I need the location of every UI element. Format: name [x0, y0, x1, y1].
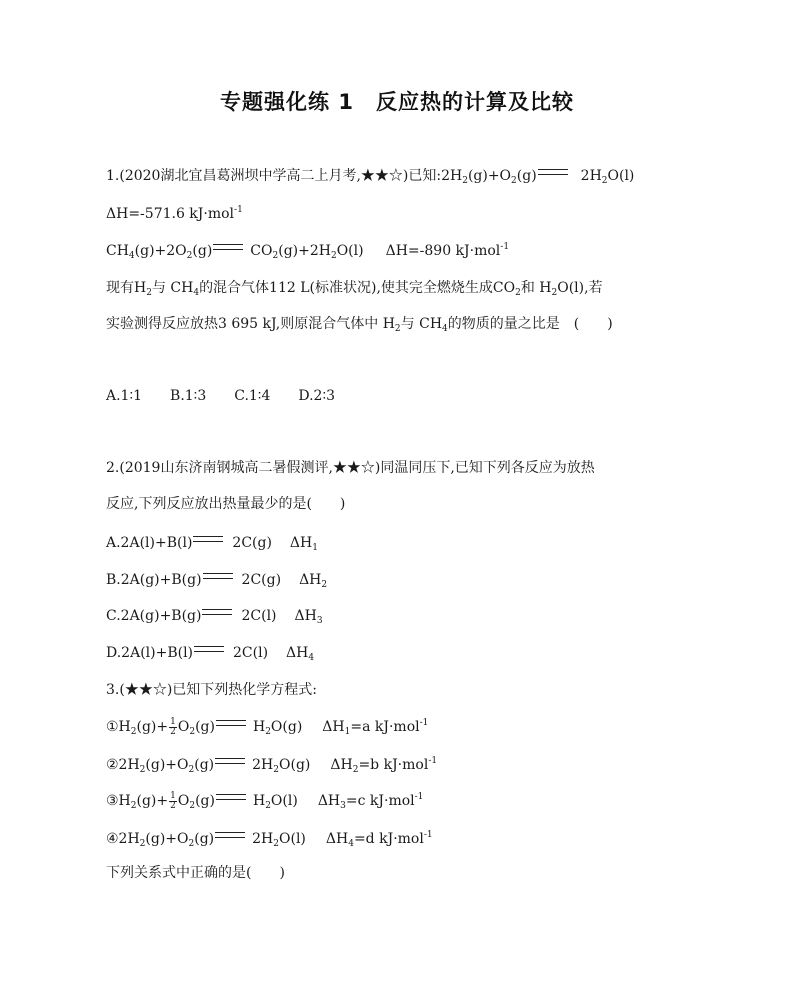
- option-text: B.2A(g)+B(g): [106, 572, 202, 588]
- eq-text: ΔH: [325, 831, 349, 847]
- q1-enthalpy-line: [106, 204, 243, 224]
- q2-option-b[interactable]: [106, 570, 327, 590]
- subscript: 2: [265, 727, 271, 737]
- superscript: -1: [419, 718, 429, 728]
- q1-text: 2H: [580, 168, 602, 184]
- equals-sign: [216, 720, 246, 726]
- q3-equation-1: [106, 717, 428, 737]
- q1-text: 1.(2020湖北宜昌葛洲坝中学高二上月考,★★☆)已知:2H: [106, 168, 463, 184]
- equals-sign: [538, 169, 568, 175]
- option-text: D.2A(l)+B(l): [106, 645, 194, 661]
- superscript: -1: [423, 830, 433, 840]
- option-text: 2C(l): [233, 645, 269, 661]
- eq-text: O: [177, 793, 190, 809]
- equals-sign: [215, 758, 245, 764]
- eq-text: ΔH: [322, 719, 345, 735]
- eq-text: O(l): [279, 831, 306, 847]
- option-text: ΔH: [289, 535, 313, 551]
- q3-equation-4: [106, 829, 433, 849]
- q1-text: 的混合气体112 L(标准状况),使其完全燃烧生成CO: [199, 280, 516, 296]
- subscript: 2: [146, 288, 152, 298]
- subscript: 2: [273, 765, 279, 775]
- eq-text: O: [177, 831, 189, 847]
- eq-text: ΔH: [330, 757, 353, 773]
- eq-text: H: [252, 719, 266, 735]
- fraction-denominator: 2: [170, 726, 176, 737]
- option-text: A.2A(l)+B(l): [106, 535, 193, 551]
- subscript: 2: [352, 765, 359, 775]
- q1-text: 与 CH: [151, 280, 194, 296]
- eq-text: 2H: [252, 831, 274, 847]
- option-text: C.2A(g)+B(g): [106, 608, 202, 624]
- q1-methane-equation: [106, 241, 509, 261]
- q1-option-d[interactable]: D.2∶3: [298, 388, 335, 404]
- eq-text: O: [177, 719, 190, 735]
- q1-option-a[interactable]: A.1∶1: [106, 388, 143, 404]
- q1-text: (g): [192, 243, 213, 259]
- subscript: 2: [511, 176, 517, 186]
- subscript: 2: [188, 765, 195, 775]
- q1-option-b[interactable]: B.1∶3: [170, 388, 207, 404]
- eq-text: =b kJ·mol: [358, 757, 429, 773]
- q1-text: 的物质的量之比是 ( ): [447, 316, 613, 332]
- q1-text: CH: [106, 243, 129, 259]
- eq-text: ③H: [106, 793, 131, 809]
- q1-text: (g): [516, 168, 537, 184]
- fraction-denominator: 2: [170, 800, 176, 811]
- eq-text: ④2H: [106, 831, 140, 847]
- subscript: 2: [462, 176, 468, 186]
- subscript: 2: [273, 839, 279, 849]
- subscript: 2: [601, 176, 608, 186]
- subscript: 2: [188, 839, 195, 849]
- q1-text: (g)+O: [467, 168, 512, 184]
- q1-text: 现有H: [106, 280, 147, 296]
- subscript: 2: [130, 801, 137, 811]
- q1-text: 实验测得反应放热3 695 kJ,则原混合气体中 H: [106, 316, 395, 332]
- q1-stem-line-1: [106, 166, 634, 186]
- option-text: 2C(g): [241, 572, 282, 588]
- eq-text: (g): [195, 719, 215, 735]
- eq-text: O(l): [270, 793, 298, 809]
- q1-text: CO: [250, 243, 273, 259]
- q1-stem-line-5: [106, 314, 613, 334]
- eq-text: O(g): [270, 719, 303, 735]
- q2-stem-line-1: 2.(2019山东济南钢城高二暑假测评,★★☆)同温同压下,已知下列各反应为放热: [106, 460, 595, 476]
- subscript: 2: [394, 324, 401, 334]
- equals-sign: [215, 832, 245, 838]
- q3-equation-3: [106, 791, 423, 811]
- q1-text: ΔH=-890 kJ·mol: [385, 243, 501, 259]
- subscript: 3: [316, 616, 323, 626]
- subscript: 2: [265, 801, 271, 811]
- eq-text: (g): [194, 831, 215, 847]
- q1-text: (g)+2H: [278, 243, 331, 259]
- eq-text: H: [252, 793, 266, 809]
- equals-sign: [202, 609, 232, 615]
- q3-question: 下列关系式中正确的是( ): [106, 865, 285, 881]
- option-text: ΔH: [299, 572, 322, 588]
- eq-text: (g)+: [136, 793, 169, 809]
- subscript: 2: [189, 801, 196, 811]
- q1-text: O(l),若: [557, 280, 603, 296]
- superscript: -1: [414, 792, 424, 802]
- eq-text: (g): [194, 757, 215, 773]
- subscript: 2: [130, 727, 137, 737]
- eq-text: ΔH: [317, 793, 341, 809]
- superscript: -1: [428, 756, 438, 766]
- q1-options: [106, 386, 335, 406]
- option-text: ΔH: [286, 645, 309, 661]
- equals-sign: [193, 536, 223, 542]
- superscript: -1: [234, 205, 243, 215]
- subscript: 2: [186, 251, 193, 261]
- eq-text: =c kJ·mol: [345, 793, 415, 809]
- q2-option-c[interactable]: [106, 606, 323, 626]
- q1-stem-line-4: [106, 278, 603, 298]
- subscript: 2: [139, 765, 146, 775]
- subscript: 3: [340, 801, 346, 811]
- q1-text: O(l): [336, 243, 364, 259]
- eq-text: ②2H: [106, 757, 140, 773]
- q3-intro: 3.(★★☆)已知下列热化学方程式:: [106, 682, 317, 698]
- eq-text: (g)+: [145, 831, 178, 847]
- q1-text: 与 CH: [400, 316, 443, 332]
- option-text: 2C(g): [232, 535, 272, 551]
- subscript: 2: [330, 251, 337, 261]
- option-text: ΔH: [294, 608, 317, 624]
- equals-sign: [216, 794, 246, 800]
- subscript: 2: [272, 251, 279, 261]
- subscript: 4: [128, 251, 135, 261]
- q2-option-a[interactable]: [106, 533, 318, 553]
- subscript: 2: [515, 288, 521, 298]
- eq-text: (g)+: [136, 719, 169, 735]
- superscript: -1: [500, 242, 510, 252]
- subscript: 2: [321, 580, 328, 590]
- subscript: 4: [442, 324, 448, 334]
- q1-text: 和 H: [520, 280, 552, 296]
- eq-text: (g)+: [145, 757, 178, 773]
- subscript: 4: [308, 653, 315, 663]
- fraction-numerator: 1: [170, 716, 176, 727]
- subscript: 2: [189, 727, 196, 737]
- subscript: 2: [551, 288, 558, 298]
- q1-text: O(l): [607, 168, 635, 184]
- eq-text: (g): [195, 793, 215, 809]
- fraction-one-half: [169, 718, 177, 737]
- equals-sign: [213, 244, 243, 250]
- subscript: 4: [348, 839, 354, 849]
- q2-stem-line-2: 反应,下列反应放出热量最少的是( ): [106, 496, 346, 512]
- eq-text: =d kJ·mol: [353, 831, 424, 847]
- eq-text: O: [177, 757, 189, 773]
- eq-text: 2H: [252, 757, 274, 773]
- page-title: 专题强化练 1 反应热的计算及比较: [220, 90, 574, 114]
- eq-text: =a kJ·mol: [350, 719, 420, 735]
- eq-text: O(g): [279, 757, 311, 773]
- fraction-numerator: 1: [170, 790, 176, 801]
- subscript: 2: [139, 839, 146, 849]
- equals-sign: [194, 646, 224, 652]
- eq-text: ①H: [106, 719, 131, 735]
- subscript: 1: [312, 543, 318, 553]
- q1-option-c[interactable]: C.1∶4: [234, 388, 271, 404]
- option-text: 2C(l): [241, 608, 277, 624]
- subscript: 1: [344, 727, 351, 737]
- q1-text: ΔH=-571.6 kJ·mol: [106, 206, 235, 222]
- fraction-one-half: [169, 792, 177, 811]
- q1-text: (g)+2O: [134, 243, 187, 259]
- equals-sign: [203, 573, 233, 579]
- subscript: 4: [193, 288, 200, 298]
- q3-equation-2: [106, 755, 437, 775]
- q2-option-d[interactable]: [106, 643, 314, 663]
